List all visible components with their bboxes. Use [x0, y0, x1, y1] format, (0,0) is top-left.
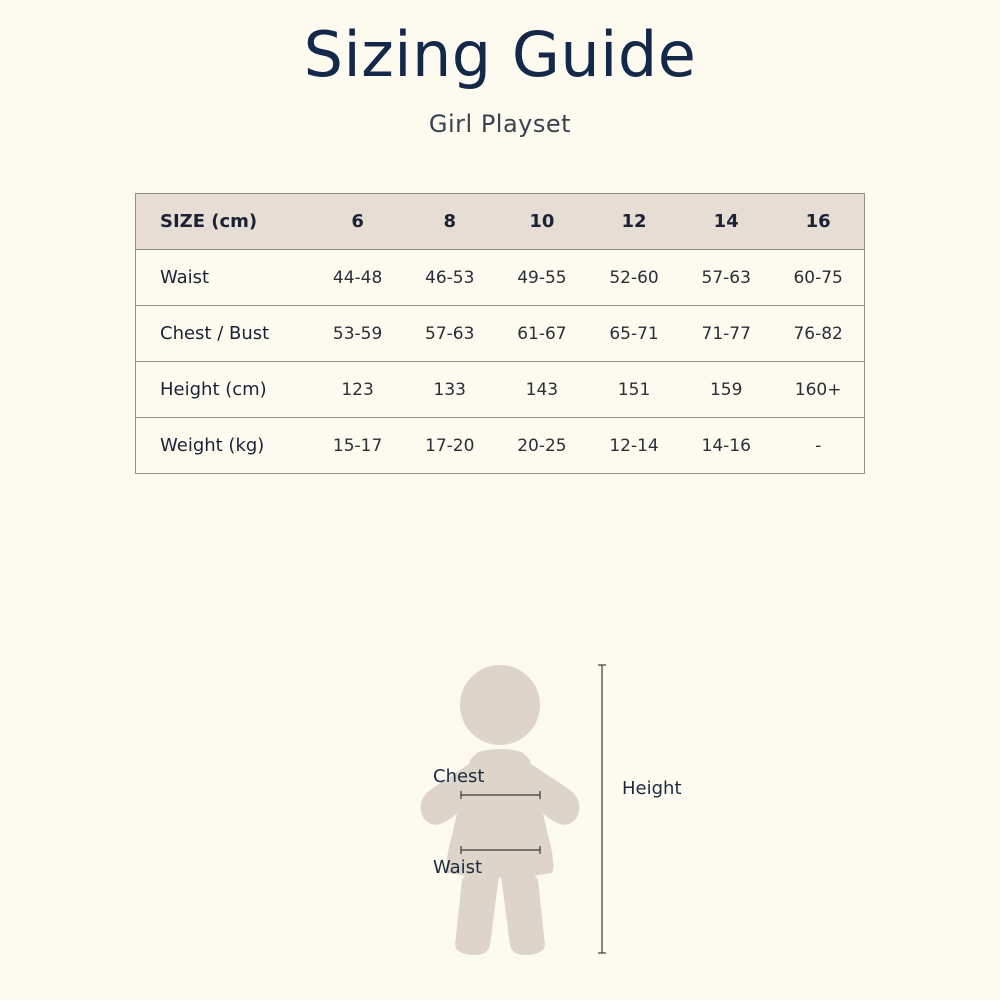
size-column-header: 10 — [496, 194, 588, 250]
table-cell: 60-75 — [772, 250, 864, 306]
table-cell: 44-48 — [312, 250, 404, 306]
table-cell: 49-55 — [496, 250, 588, 306]
table-cell: 57-63 — [404, 306, 496, 362]
silhouette-shape — [421, 665, 580, 955]
waist-label: Waist — [433, 857, 483, 878]
chest-label: Chest — [433, 766, 485, 787]
size-column-header: 6 — [312, 194, 404, 250]
table-cell: 123 — [312, 362, 404, 418]
table-cell: 53-59 — [312, 306, 404, 362]
table-cell: 71-77 — [680, 306, 772, 362]
table-cell: 160+ — [772, 362, 864, 418]
row-label-height: Height (cm) — [136, 362, 312, 418]
height-label: Height — [622, 778, 682, 799]
size-column-header: 12 — [588, 194, 680, 250]
size-column-header: 14 — [680, 194, 772, 250]
silhouette-right-leg — [500, 868, 545, 955]
row-label-weight: Weight (kg) — [136, 418, 312, 474]
table-cell: 14-16 — [680, 418, 772, 474]
silhouette-head — [460, 665, 540, 745]
table-cell: 12-14 — [588, 418, 680, 474]
table-cell: - — [772, 418, 864, 474]
table-cell: 65-71 — [588, 306, 680, 362]
size-column-header: 16 — [772, 194, 864, 250]
row-label-waist: Waist — [136, 250, 312, 306]
table-cell: 76-82 — [772, 306, 864, 362]
table-cell: 133 — [404, 362, 496, 418]
table-cell: 52-60 — [588, 250, 680, 306]
table-cell: 151 — [588, 362, 680, 418]
table-cell: 159 — [680, 362, 772, 418]
table-cell: 46-53 — [404, 250, 496, 306]
height-measure-line — [598, 665, 606, 953]
size-header: SIZE (cm) — [136, 194, 312, 250]
table-cell: 143 — [496, 362, 588, 418]
page-title: Sizing Guide — [303, 18, 697, 91]
size-column-header: 8 — [404, 194, 496, 250]
page-subtitle: Girl Playset — [428, 110, 572, 138]
table-cell: 15-17 — [312, 418, 404, 474]
table-cell: 17-20 — [404, 418, 496, 474]
silhouette-left-leg — [455, 868, 500, 955]
table-cell: 61-67 — [496, 306, 588, 362]
table-cell: 57-63 — [680, 250, 772, 306]
table-cell: 20-25 — [496, 418, 588, 474]
row-label-chest: Chest / Bust — [136, 306, 312, 362]
